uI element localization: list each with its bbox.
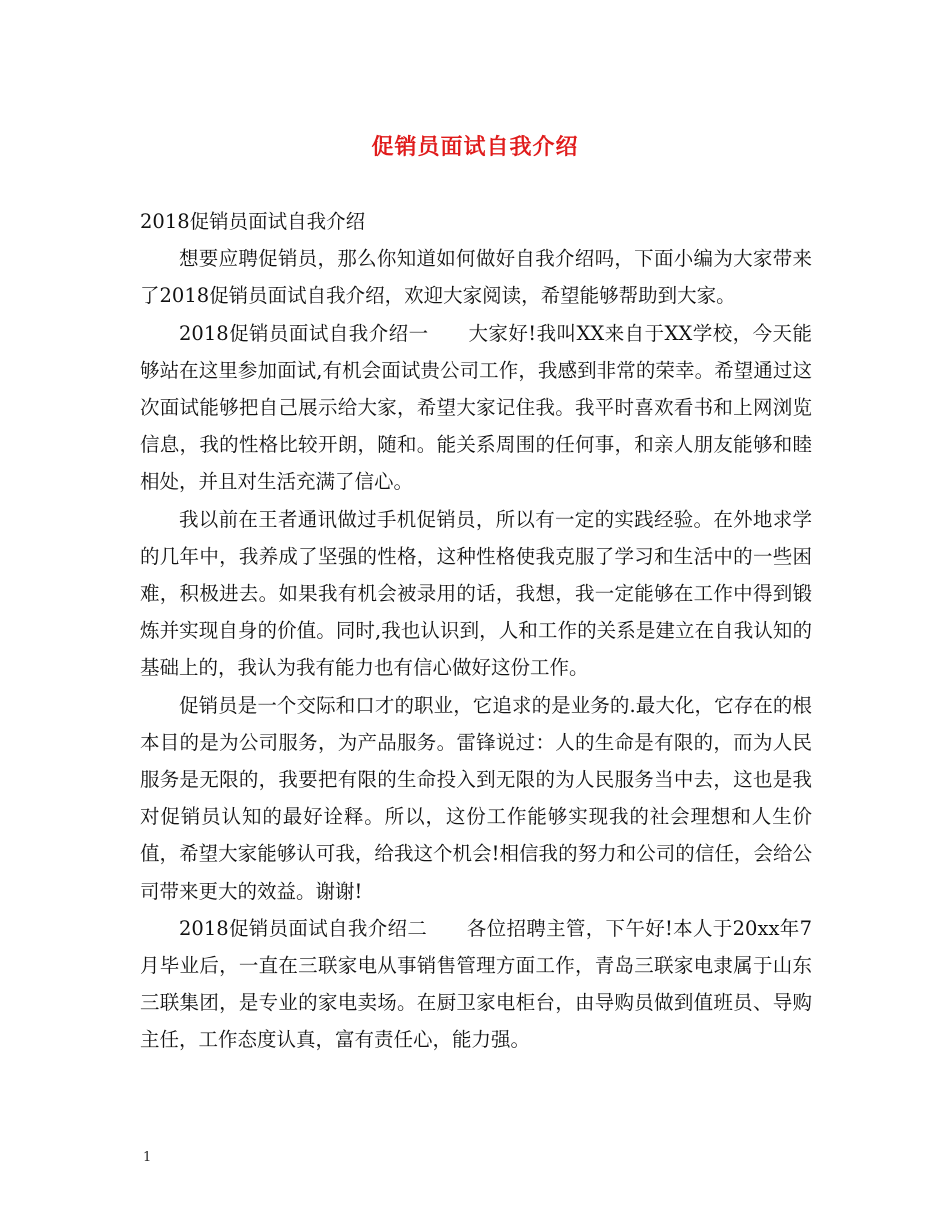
- document-title: 促销员面试自我介绍: [371, 134, 579, 160]
- paragraph-example-one: 2018促销员面试自我介绍一 大家好!我叫XX来自于XX学校，今天能够站在这里参加面试,有机会面试贵公司工作，我感到非常的荣幸。希望通过这次面试能够把自己展示给大家，希望大家记住我。我平时喜欢看书和上网浏览信息，我的性格比较开朗，随和。能关系周围的任何事，和亲人朋友能够和睦相处，并且对生活充满了信心。: [140, 321, 812, 494]
- page-number: 1: [143, 1150, 152, 1165]
- paragraph-example-two: 2018促销员面试自我介绍二 各位招聘主管，下午好!本人于20xx年7月毕业后，一直在三联家电从事销售管理方面工作，青岛三联家电隶属于山东三联集团，是专业的家电卖场。在厨卫家电柜台，由导购员做到值班员、导购主任，工作态度认真，富有责任心，能力强。: [140, 916, 812, 1052]
- paragraph-intro: 想要应聘促销员，那么你知道如何做好自我介绍吗，下面小编为大家带来了2018促销员面试自我介绍，欢迎大家阅读，希望能够帮助到大家。: [140, 247, 812, 308]
- document-body: [140, 203, 812, 1059]
- paragraph-role: 促销员是一个交际和口才的职业，它追求的是业务的.最大化，它存在的根本目的是为公司服务，为产品服务。雷锋说过：人的生命是有限的，而为人民服务是无限的，我要把有限的生命投入到无限的为人民服务当中去，这也是我对促销员认知的最好诠释。所以，这份工作能够实现我的社会理想和人生价值，希望大家能够认可我，给我这个机会!相信我的努力和公司的信任，会给公司带来更大的效益。谢谢!: [140, 693, 812, 903]
- document-subtitle: 2018促销员面试自我介绍: [140, 210, 366, 233]
- paragraph-experience: 我以前在王者通讯做过手机促销员，所以有一定的实践经验。在外地求学的几年中，我养成了坚强的性格，这种性格使我克服了学习和生活中的一些困难，积极进去。如果我有机会被录用的话，我想，我一定能够在工作中得到锻炼并实现自身的价值。同时,我也认识到，人和工作的关系是建立在自我认知的基础上的，我认为我有能力也有信心做好这份工作。: [140, 507, 812, 680]
